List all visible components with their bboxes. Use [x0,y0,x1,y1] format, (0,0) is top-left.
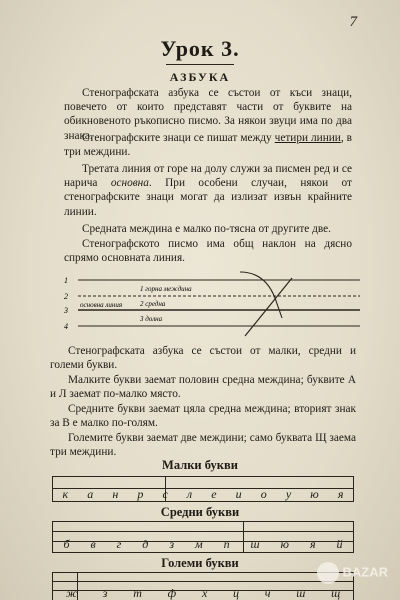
line-number-2: 2 [64,292,68,301]
small-letter: с [162,487,168,501]
medium-letter: ш [250,537,260,551]
large-box-line-1 [53,581,353,582]
small-letter: о [260,487,267,501]
large-letter: х [201,586,208,600]
four-lines-diagram [60,270,372,342]
small-letter: ю [310,487,319,501]
watermark-circle-icon [317,562,339,584]
medium-box-line-1 [53,531,353,532]
large-letter: ш [296,586,306,600]
medium-letter: д [142,537,149,551]
large-letter: ч [264,586,271,600]
large-letter: т [133,586,142,600]
medium-letter: м [194,537,203,551]
large-letter: ф [167,586,177,600]
small-letter: у [285,487,292,501]
page-number: 7 [349,14,357,30]
small-letter: л [186,487,193,501]
large-letter: ж [65,586,78,600]
line-number-1: 1 [64,276,68,285]
medium-letter: в [90,537,96,551]
section-subtitle: АЗБУКА [169,70,231,84]
small-letter: я [337,487,344,501]
large-letters-box [52,572,354,600]
gap-label-2: 2 средна [140,300,166,308]
small-letters-box [52,476,354,502]
paragraph-7: Малките букви заемат половин средна междина; буквите А и Л заемат по-малко място. [50,374,356,401]
line-number-4: 4 [64,322,68,331]
small-letters-row [53,487,353,502]
large-letters-row [53,586,353,600]
medium-letters-row [53,537,353,552]
medium-letter: г [116,537,122,551]
small-letter: е [211,487,217,501]
large-letter: щ [331,586,341,600]
line-number-3: 3 [64,306,68,315]
medium-letter: з [169,537,174,551]
paragraph-1: Стенографската азбука се състои от къси знаци, повечето от които представят части от буквите на обикновеното ръкописно писмо. За някои звуци има по два знака. [64,87,352,142]
medium-letter: я [309,537,316,551]
paragraph-8: Средните букви заемат цяла средна междина; вторият знак за В е малко по-голям. [50,403,356,430]
medium-letter: ю [280,537,290,551]
watermark-logo [317,562,389,584]
medium-letter: п [223,537,230,551]
medium-letter: б [63,537,70,551]
p2-underlined: четири линии [274,132,341,144]
large-letter: з [102,586,108,600]
small-letter: н [112,487,119,501]
p3-text: Третата линия от горе на долу служи за писмен ред и се нарича [64,163,352,190]
slant-arc [240,272,282,318]
small-letter: р [137,487,144,501]
paragraph-5: Стенографското писмо има общ наклон на дясно спрямо основната линия. [64,238,352,265]
p3-emphasis: основна [110,177,149,190]
small-letter: к [62,487,69,501]
large-letter: ц [233,586,240,600]
small-letter: а [87,487,94,501]
gap-label-1: 1 горна междина [140,285,192,293]
small-letter: и [235,487,242,501]
large-letters-caption: Големи букви [161,556,239,570]
paragraph-6: Стенографската азбука се състои от малки, средни и големи букви. [50,345,356,372]
medium-letters-box [52,521,354,553]
gap-label-3: 3 долна [140,315,163,323]
paragraph-3 [64,162,352,219]
p2-tail: , в три междини. [64,132,353,159]
lesson-title: Урок 3. [160,36,240,61]
paragraph-9: Големите букви заемат две междини; само буквата Щ заема три междини. [50,432,356,459]
paragraph-4: Средната междина е малко по-тясна от другите две. [82,223,331,235]
baseline-label: основна линия [80,301,123,309]
medium-letter: й [336,537,343,551]
medium-letters-caption: Средни букви [160,505,240,519]
small-letters-caption: Малки букви [162,458,238,472]
p3-tail: . При особени случаи, някои от стенографските знаци могат да излизат извън крайните линии. [64,177,352,218]
title-underline [166,64,234,65]
paragraph-2 [64,131,352,159]
p2-text: Стенографските знаци се пишат между [82,132,275,144]
watermark-text: BAZAR [342,564,388,580]
